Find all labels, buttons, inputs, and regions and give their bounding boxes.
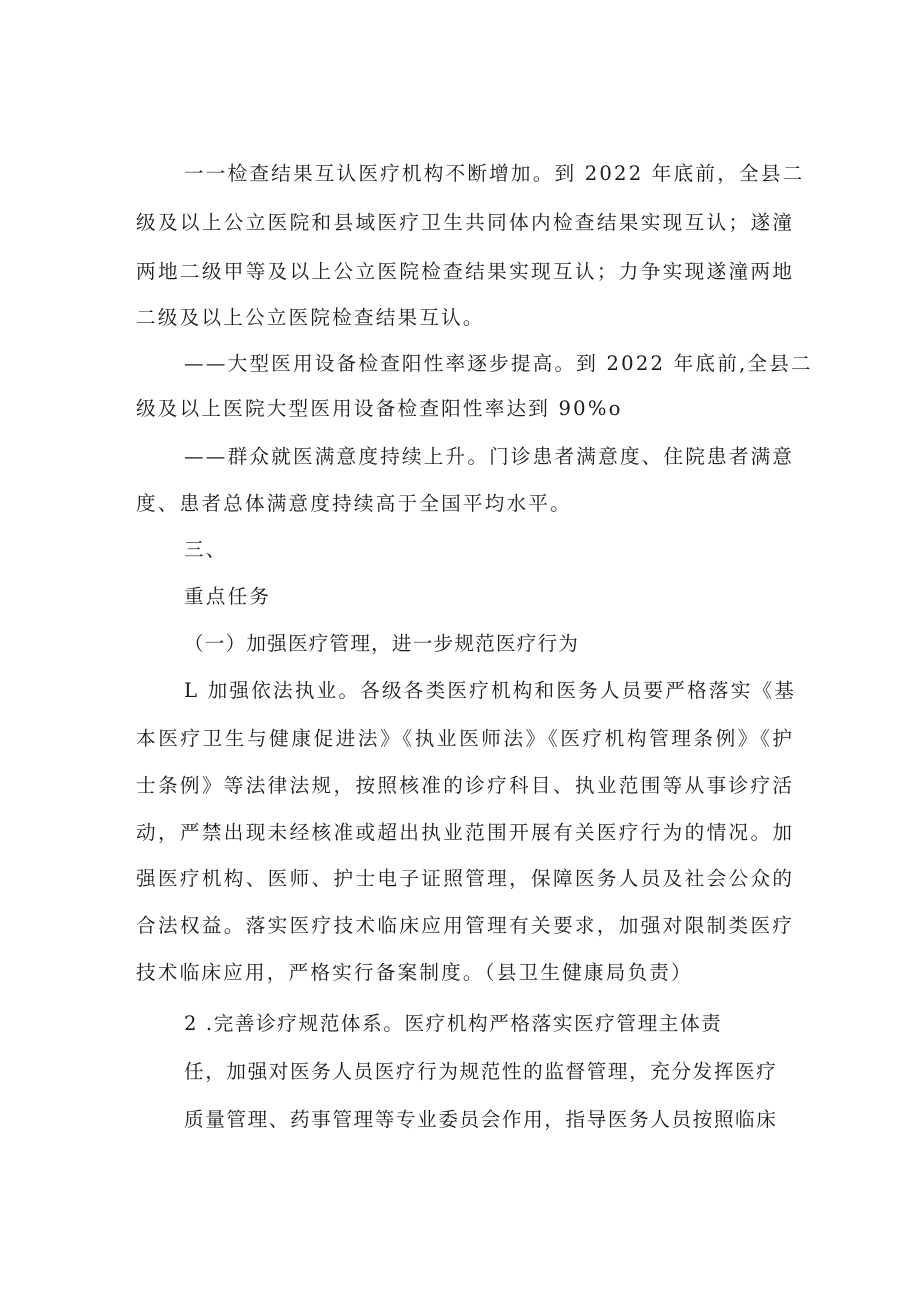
paragraph-1-line-1: 一一检查结果互认医疗机构不断增加。到 2022 年底前，全县二 bbox=[184, 162, 805, 185]
subsection-title: （一）加强医疗管理，进一步规范医疗行为 bbox=[184, 632, 580, 655]
paragraph-1-line-2: 级及以上公立医院和县域医疗卫生共同体内检查结果实现互认；遂潼 bbox=[136, 211, 792, 234]
section-number: 三、 bbox=[184, 538, 228, 561]
item-1-line-7: 技术临床应用，严格实行备案制度。（县卫生健康局负责） bbox=[136, 961, 693, 984]
paragraph-3-line-1: ——群众就医满意度持续上升。门诊患者满意度、住院患者满意 bbox=[184, 445, 795, 468]
item-1-line-3: 士条例》等法律法规，按照核准的诊疗科目、执业范围等从事诊疗活 bbox=[136, 774, 792, 797]
paragraph-1-line-3: 两地二级甲等及以上公立医院检查结果实现互认；力争实现遂潼两地 bbox=[136, 260, 792, 283]
section-title: 重点任务 bbox=[184, 585, 272, 608]
item-2-line-2: 任，加强对医务人员医疗行为规范性的监督管理，充分发挥医疗 bbox=[184, 1060, 778, 1083]
item-2-line-1: 2 .完善诊疗规范体系。医疗机构严格落实医疗管理主体责 bbox=[184, 1012, 723, 1035]
item-1-line-5: 强医疗机构、医师、护士电子证照管理，保障医务人员及社会公众的 bbox=[136, 867, 792, 890]
paragraph-3-line-2: 度、患者总体满意度持续高于全国平均水平。 bbox=[136, 492, 572, 515]
paragraph-2-line-2: 级及以上医院大型医用设备检查阳性率达到 90%o bbox=[136, 397, 623, 420]
item-1-line-1: L 加强依法执业。各级各类医疗机构和医务人员要严格落实《基 bbox=[184, 679, 797, 702]
paragraph-1-line-4: 二级及以上公立医院检查结果互认。 bbox=[136, 306, 485, 329]
item-1-line-6: 合法权益。落实医疗技术临床应用管理有关要求，加强对限制类医疗 bbox=[136, 914, 792, 937]
paragraph-2-line-1: ——大型医用设备检查阳性率逐步提高。到 2022 年底前,全县二 bbox=[184, 352, 813, 375]
item-1-line-2: 本医疗卫生与健康促进法》《执业医师法》《医疗机构管理条例》《护 bbox=[136, 727, 792, 750]
item-2-line-3: 质量管理、药事管理等专业委员会作用，指导医务人员按照临床 bbox=[184, 1108, 778, 1131]
item-1-line-4: 动，严禁出现未经核准或超出执业范围开展有关医疗行为的情况。加 bbox=[136, 821, 792, 844]
